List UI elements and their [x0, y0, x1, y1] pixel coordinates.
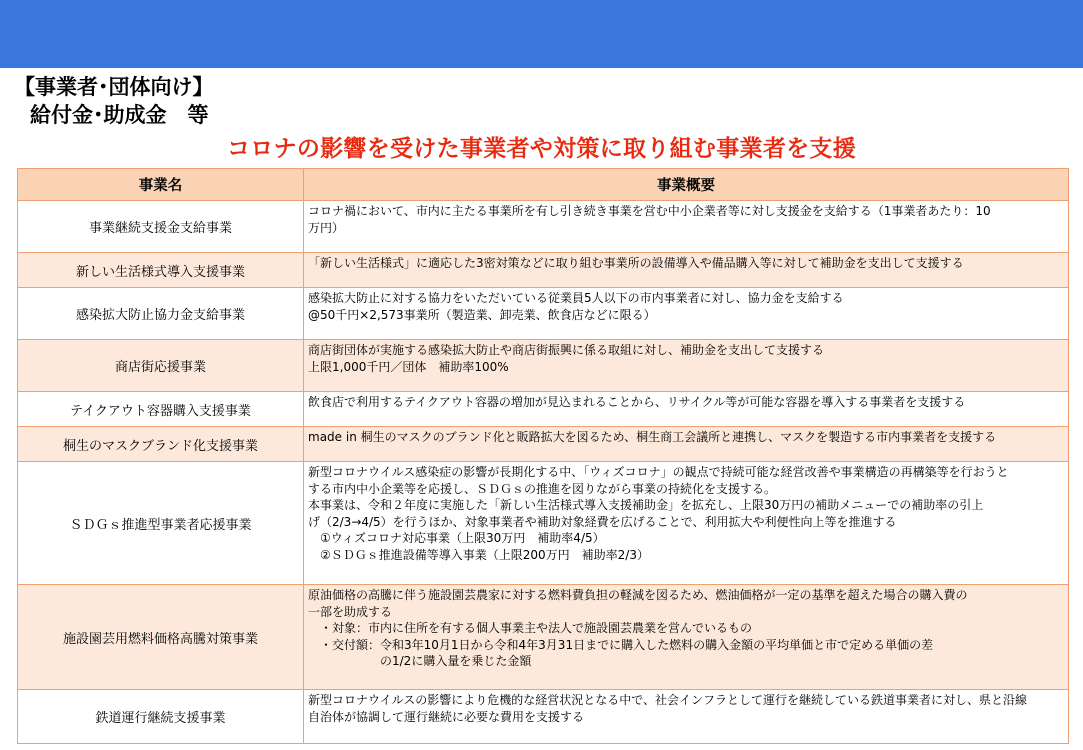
program-summary: 新型コロナウイルスの影響により危機的な経営状況となる中で、社会インフラとして運行を継続している鉄道事業者に対し、県と沿線 自治体が協調して運行継続に必要な費用を支援する [304, 690, 1069, 744]
header-name: 事業名 [18, 169, 304, 201]
table-row [18, 288, 1069, 340]
program-summary: 飲食店で利用するテイクアウト容器の増加が見込まれることから、リサイクル等が可能な容器を導入する事業者を支援する [304, 392, 1069, 427]
table-row [18, 392, 1069, 427]
header-summary: 事業概要 [304, 169, 1069, 201]
program-summary: コロナ禍において、市内に主たる事業所を有し引き続き事業を営む中小企業者等に対し支援金を支給する（1事業者あたり：10 万円） [304, 201, 1069, 253]
program-name: 事業継続支援金支給事業 [18, 201, 304, 253]
section-label: 【事業者･団体向け】 [14, 75, 214, 99]
program-summary: 感染拡大防止に対する協力をいただいている従業員5人以下の市内事業者に対し、協力金を支給する @50千円×2,573事業所（製造業、卸売業、飲食店などに限る） [304, 288, 1069, 340]
section-subtitle: 給付金･助成金 等 [30, 103, 209, 127]
program-summary: 新型コロナウイルス感染症の影響が長期化する中、「ウィズコロナ」の観点で持続可能な経営改善や事業構造の再構築等を行おうと する市内中小企業等を応援し、ＳＤＧｓの推進を図りながら事業の持続化を支援する。 本事業は、令和２年度に実施した「新しい生活様式導入支援補助金」を拡充し、上限30万円の補助メニューでの補助率の引上 げ（2/3→4/5）を行うほか、対象事業者や補助対象経費を広げることで、利用拡大や利便性向上等を推進する ①ウィズコロナ対応事業（上限30万円 補助率4/5） ②ＳＤＧｓ推進設備等導入事業（上限200万円 補助率2/3） [304, 462, 1069, 585]
table-row [18, 427, 1069, 462]
program-name: テイクアウト容器購入支援事業 [18, 392, 304, 427]
program-summary: 「新しい生活様式」に適応した3密対策などに取り組む事業所の設備導入や備品購入等に対して補助金を支出して支援する [304, 253, 1069, 288]
program-summary: made in 桐生のマスクのブランド化と販路拡大を図るため、桐生商工会議所と連携し、マスクを製造する市内事業者を支援する [304, 427, 1069, 462]
program-name: 商店街応援事業 [18, 340, 304, 392]
table-row [18, 462, 1069, 585]
program-summary: 原油価格の高騰に伴う施設園芸農家に対する燃料費負担の軽減を図るため、燃油価格が一定の基準を超えた場合の購入費の 一部を助成する ・対象：市内に住所を有する個人事業主や法人で施設園芸農業を営んでいるもの ・交付額：令和3年10月1日から令和4年3月31日までに購入した燃料の購入金額の平均単価と市で定める単価の差 の1/2に購入量を乗じた金額 [304, 585, 1069, 690]
program-summary: 商店街団体が実施する感染拡大防止や商店街振興に係る取組に対し、補助金を支出して支援する 上限1,000千円／団体 補助率100% [304, 340, 1069, 392]
table-row [18, 690, 1069, 744]
table-row [18, 585, 1069, 690]
program-name: 新しい生活様式導入支援事業 [18, 253, 304, 288]
table-row [18, 201, 1069, 253]
headline: コロナの影響を受けた事業者や対策に取り組む事業者を支援 [226, 136, 857, 162]
table-row [18, 340, 1069, 392]
table-header-row [18, 169, 1069, 201]
program-name: ＳＤＧｓ推進型事業者応援事業 [18, 462, 304, 585]
program-name: 鉄道運行継続支援事業 [18, 690, 304, 744]
page-title: 新型コロナウイルス感染症対策 主な実施事業 [212, 83, 894, 121]
programs-table [17, 168, 1069, 744]
program-name: 感染拡大防止協力金支給事業 [18, 288, 304, 340]
program-name: 桐生のマスクブランド化支援事業 [18, 427, 304, 462]
program-name: 施設園芸用燃料価格高騰対策事業 [18, 585, 304, 690]
table-row [18, 253, 1069, 288]
